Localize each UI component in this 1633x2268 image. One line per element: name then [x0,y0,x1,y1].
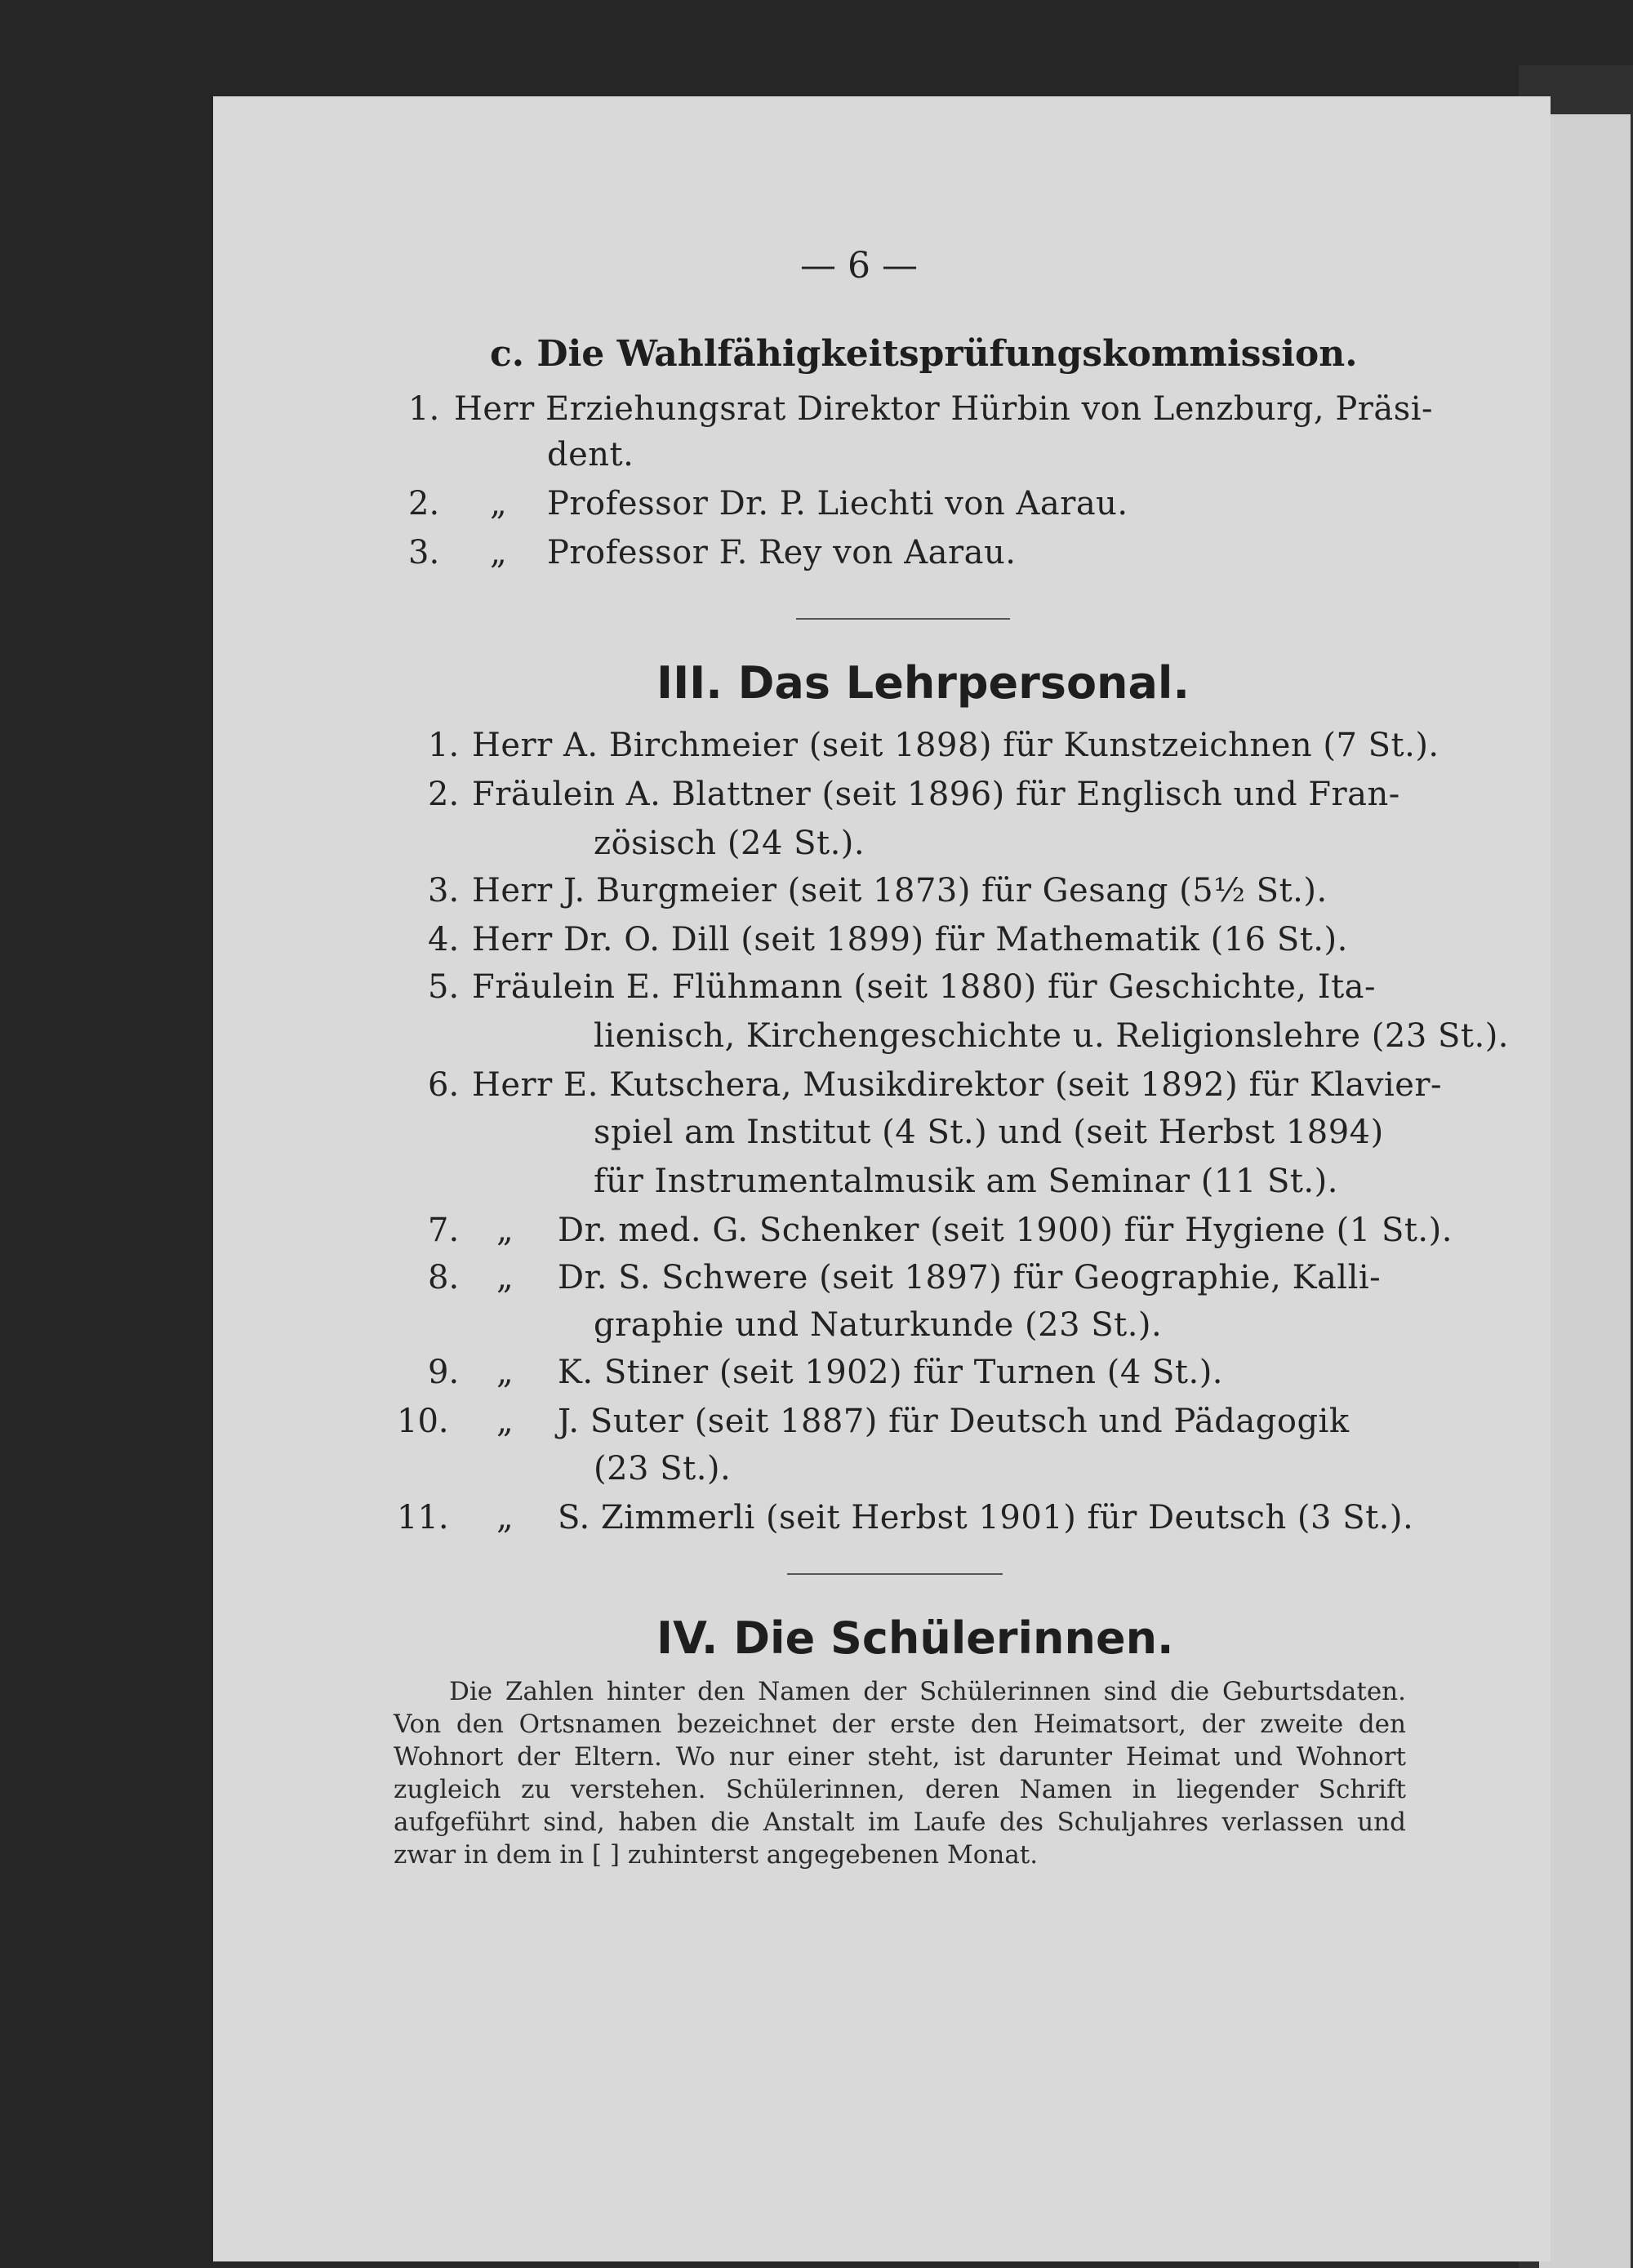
iii-row-6-line-2: spiel am Institut (4 St.) und (seit Herbst 1894) [594,1114,1384,1151]
iii-row-9-ditto: „ [496,1354,514,1391]
section-iv-paragraph [394,1675,1406,1871]
c-row-3-ditto: „ [490,534,507,571]
iii-row-8-num: 8. [428,1259,460,1296]
iii-row-8-line-2: graphie und Naturkunde (23 St.). [594,1306,1163,1344]
iii-row-7-num: 7. [428,1212,460,1249]
iii-row-6-line-3: für Instrumentalmusik am Seminar (11 St.). [594,1163,1338,1200]
iii-row-2-line-2: zösisch (24 St.). [594,825,865,862]
iii-row-11-ditto: „ [496,1499,514,1536]
c-row-2-num: 2. [408,485,440,523]
iii-row-10-line-1: J. Suter (seit 1887) für Deutsch und Pädagogik [558,1403,1350,1440]
iii-row-2-line-1: Fräulein A. Blattner (seit 1896) für Englisch und Fran- [472,776,1400,813]
iii-row-7-line-1: Dr. med. G. Schenker (seit 1900) für Hygiene (1 St.). [558,1212,1453,1249]
iii-row-3-line-1: Herr J. Burgmeier (seit 1873) für Gesang (5½ St.). [472,872,1328,909]
iii-row-5-line-1: Fräulein E. Flühmann (seit 1880) für Geschichte, Ita- [472,968,1377,1006]
iii-row-4-num: 4. [428,921,460,958]
c-row-1-num: 1. [408,390,440,428]
c-row-2-ditto: „ [490,485,507,523]
iii-row-2-num: 2. [428,776,460,813]
iii-row-11-line-1: S. Zimmerli (seit Herbst 1901) für Deutsch (3 St.). [558,1499,1414,1536]
iii-row-1-line-1: Herr A. Birchmeier (seit 1898) für Kunstzeichnen (7 St.). [472,727,1439,764]
iii-row-11-num: 11. [397,1499,449,1536]
c-row-2-text: Professor Dr. P. Liechti von Aarau. [547,485,1128,523]
iii-row-8-line-1: Dr. S. Schwere (seit 1897) für Geographie, Kalli- [558,1259,1382,1296]
iii-row-5-line-2: lienisch, Kirchengeschichte u. Religionslehre (23 St.). [594,1017,1510,1055]
c-row-3-text: Professor F. Rey von Aarau. [547,534,1017,571]
page-number: — 6 — [800,245,918,287]
iii-row-10-ditto: „ [496,1403,514,1440]
section-iv-paragraph-text: Die Zahlen hinter den Namen der Schülerinnen sind die Geburtsdaten. Von den Ortsnamen bezeichnet der erste den Heimatsort, der zweite den Wohnort der Eltern. Wo nur einer steht, ist darunter Heimat und Wohnort zugleich zu verstehen. Schülerinnen, deren Namen in liegender Schrift aufgeführt sind, haben die Anstalt im Laufe des Schuljahres verlassen und zwar in dem in [ ] zuhinterst angegebenen Monat. [394,1677,1406,1870]
c-row-1-text: Herr Erziehungsrat Direktor Hürbin von Lenzburg, Präsi- [454,390,1434,428]
iii-row-10-line-2: (23 St.). [594,1450,732,1488]
iii-row-3-num: 3. [428,872,460,909]
iii-row-6-num: 6. [428,1066,460,1104]
iii-row-1-num: 1. [428,727,460,764]
c-row-3-num: 3. [408,534,440,571]
section-iv-title: IV. Die Schülerinnen. [656,1612,1174,1664]
iii-row-9-num: 9. [428,1354,460,1391]
c-row-1-cont: dent. [547,436,634,474]
iii-row-9-line-1: K. Stiner (seit 1902) für Turnen (4 St.). [558,1354,1224,1391]
divider-2 [787,1573,1003,1575]
iii-row-7-ditto: „ [496,1212,514,1249]
divider-1 [796,618,1010,620]
next-page-edge [1539,114,1631,2268]
section-iii-title: III. Das Lehrpersonal. [656,657,1190,709]
iii-row-10-num: 10. [397,1403,449,1440]
iii-row-4-line-1: Herr Dr. O. Dill (seit 1899) für Mathematik (16 St.). [472,921,1348,958]
iii-row-6-line-1: Herr E. Kutschera, Musikdirektor (seit 1892) für Klavier- [472,1066,1443,1104]
iii-row-5-num: 5. [428,968,460,1006]
section-c-title: c. Die Wahlfähigkeitsprüfungskommission. [490,333,1358,375]
iii-row-8-ditto: „ [496,1259,514,1296]
